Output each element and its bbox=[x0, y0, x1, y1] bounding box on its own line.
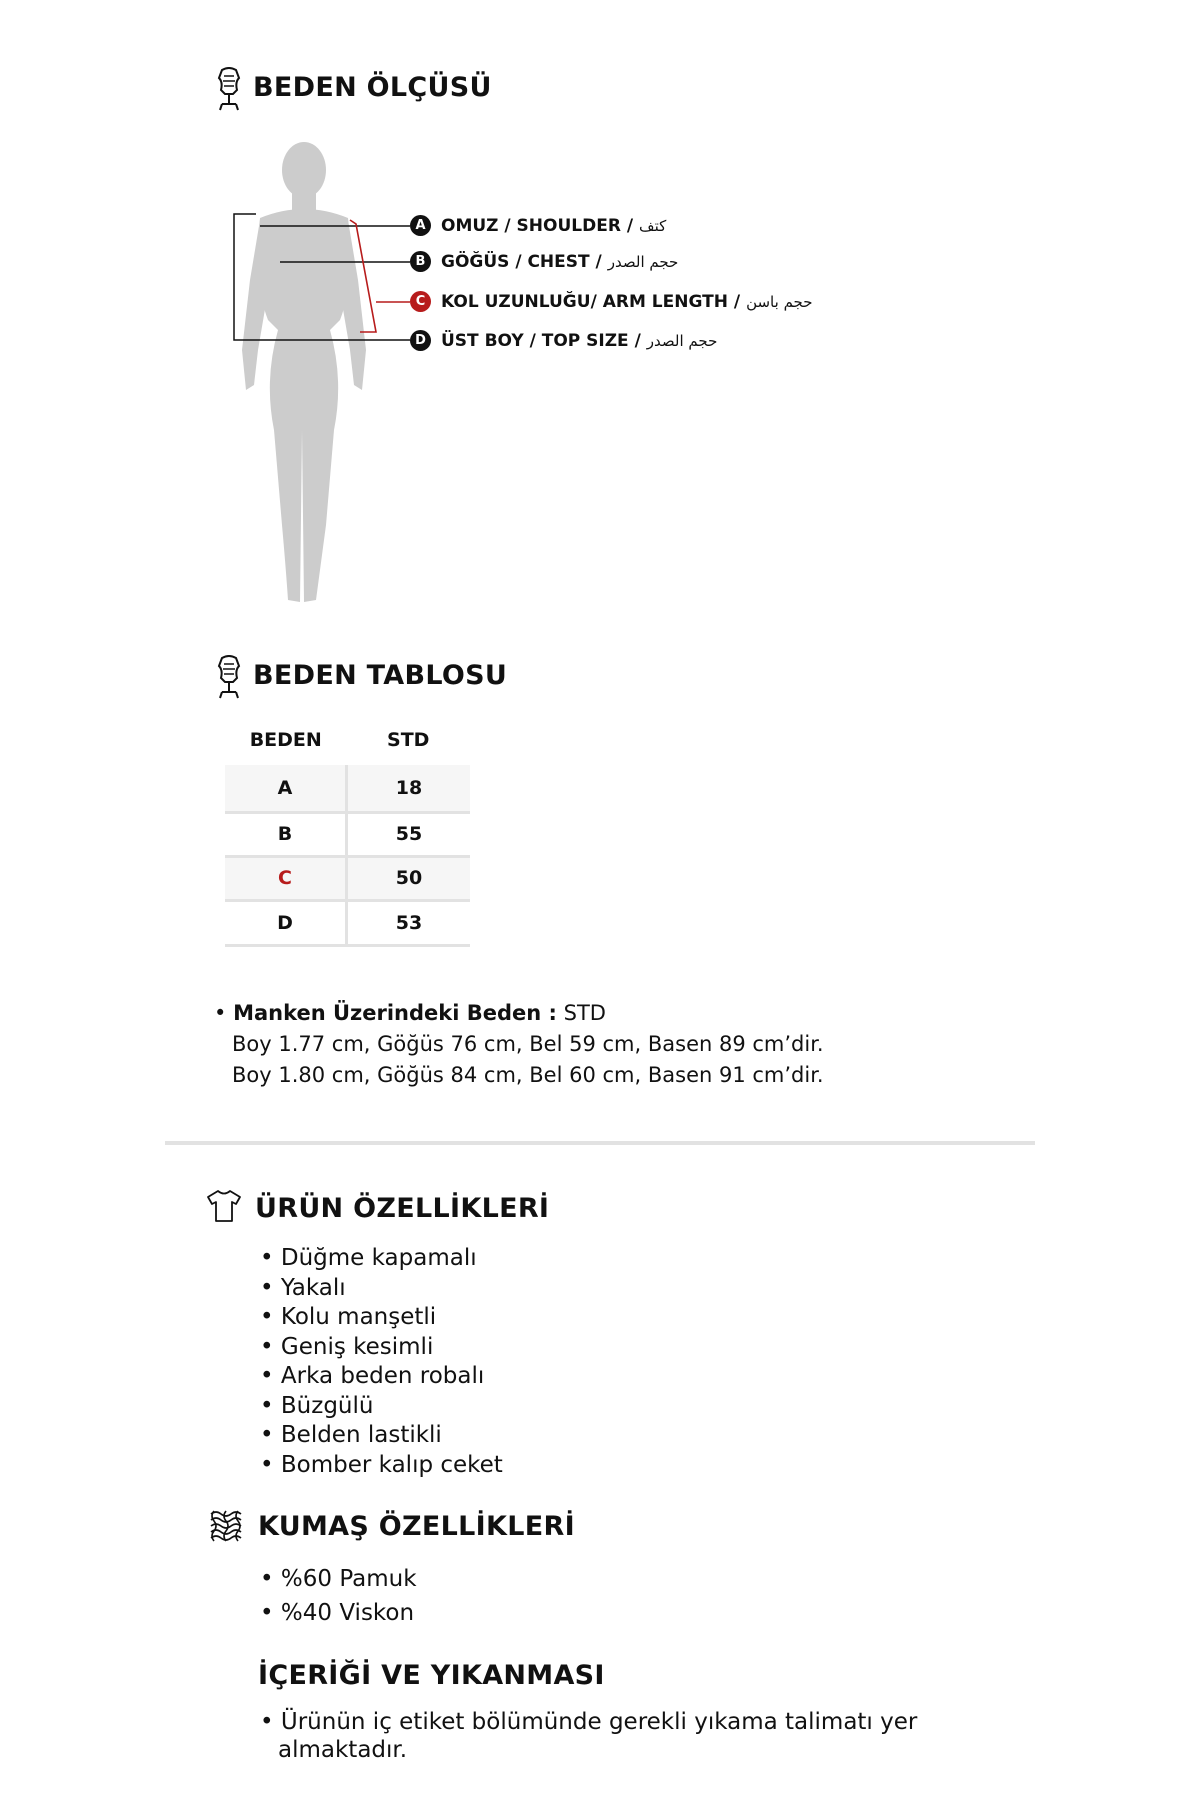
badge-d: D bbox=[410, 330, 431, 351]
care-text bbox=[260, 1708, 917, 1764]
table-cell-beden: D bbox=[225, 900, 347, 945]
table-cell-std: 53 bbox=[347, 900, 471, 945]
table-header-row bbox=[225, 715, 470, 765]
table-cell-std: 50 bbox=[347, 856, 471, 900]
badge-b: B bbox=[410, 251, 431, 272]
legend-arabic-a: كتف bbox=[639, 216, 667, 235]
mannequin-icon bbox=[213, 66, 245, 112]
legend-item-a bbox=[410, 215, 666, 236]
mannequin-icon bbox=[213, 654, 245, 700]
legend-label-a: OMUZ / SHOULDER / bbox=[441, 215, 634, 236]
table-cell-beden: C bbox=[225, 856, 347, 900]
legend-arabic-d: حجم الصدر bbox=[646, 331, 718, 350]
table-cell-std: 55 bbox=[347, 812, 471, 856]
fabric-features-list bbox=[260, 1562, 417, 1630]
legend-label-d: ÜST BOY / TOP SIZE / bbox=[441, 330, 641, 351]
badge-c: C bbox=[410, 291, 431, 312]
model-note-size: STD bbox=[563, 1001, 606, 1025]
care-text-line-1-content: Ürünün iç etiket bölümünde gerekli yıkama talimatı yer bbox=[280, 1709, 918, 1735]
list-item: • Geniş kesimli bbox=[260, 1333, 503, 1363]
table-row bbox=[225, 812, 470, 856]
column-header-beden: BEDEN bbox=[249, 729, 322, 751]
list-item: • Düğme kapamalı bbox=[260, 1244, 503, 1274]
care-heading: İÇERİĞİ VE YIKANMASI bbox=[258, 1660, 605, 1691]
fabric-features-heading: KUMAŞ ÖZELLİKLERİ bbox=[258, 1511, 575, 1542]
legend-item-d bbox=[410, 330, 717, 351]
measurement-lines bbox=[230, 210, 420, 354]
column-header-std: STD bbox=[387, 729, 430, 751]
section-divider bbox=[165, 1141, 1035, 1145]
table-row bbox=[225, 900, 470, 945]
model-note-label: Manken Üzerindeki Beden : bbox=[233, 1001, 557, 1025]
list-item: • Bomber kalıp ceket bbox=[260, 1451, 503, 1481]
table-row bbox=[225, 765, 470, 812]
body-silhouette bbox=[230, 130, 380, 614]
list-item: • %60 Pamuk bbox=[260, 1562, 417, 1596]
care-text-line-1: • Ürünün iç etiket bölümünde gerekli yıkama talimatı yer bbox=[260, 1709, 918, 1735]
care-text-line-2: almaktadır. bbox=[278, 1737, 408, 1763]
product-features-list bbox=[260, 1244, 503, 1480]
list-item: • Yakalı bbox=[260, 1274, 503, 1304]
model-note bbox=[214, 998, 824, 1091]
legend-label-b: GÖĞÜS / CHEST / bbox=[441, 251, 602, 272]
badge-a: A bbox=[410, 215, 431, 236]
model-note-line-1: Boy 1.77 cm, Göğüs 76 cm, Bel 59 cm, Basen 89 cm’dir. bbox=[232, 1032, 824, 1056]
table-cell-std: 18 bbox=[347, 765, 471, 812]
tshirt-icon bbox=[206, 1188, 242, 1224]
legend-item-b bbox=[410, 251, 678, 272]
legend-arabic-c: حجم باسن bbox=[746, 292, 813, 311]
list-item: • Belden lastikli bbox=[260, 1421, 503, 1451]
size-table bbox=[225, 715, 470, 947]
list-item: • Büzgülü bbox=[260, 1392, 503, 1422]
list-item: • Arka beden robalı bbox=[260, 1362, 503, 1392]
fabric-icon bbox=[208, 1508, 246, 1546]
list-item: • Kolu manşetli bbox=[260, 1303, 503, 1333]
legend-item-c bbox=[410, 291, 813, 312]
table-cell-beden: A bbox=[225, 765, 347, 812]
legend-arabic-b: حجم الصدر bbox=[607, 252, 679, 271]
legend-label-c: KOL UZUNLUĞU/ ARM LENGTH / bbox=[441, 291, 741, 312]
size-table-heading: BEDEN TABLOSU bbox=[253, 660, 508, 691]
measurements-heading: BEDEN ÖLÇÜSÜ bbox=[253, 72, 492, 103]
product-features-heading: ÜRÜN ÖZELLİKLERİ bbox=[255, 1193, 550, 1224]
model-note-line-2: Boy 1.80 cm, Göğüs 84 cm, Bel 60 cm, Basen 91 cm’dir. bbox=[232, 1063, 824, 1087]
model-note-size-line: • Manken Üzerindeki Beden : STD bbox=[214, 1001, 606, 1025]
table-row bbox=[225, 856, 470, 900]
list-item: • %40 Viskon bbox=[260, 1596, 417, 1630]
table-cell-beden: B bbox=[225, 812, 347, 856]
